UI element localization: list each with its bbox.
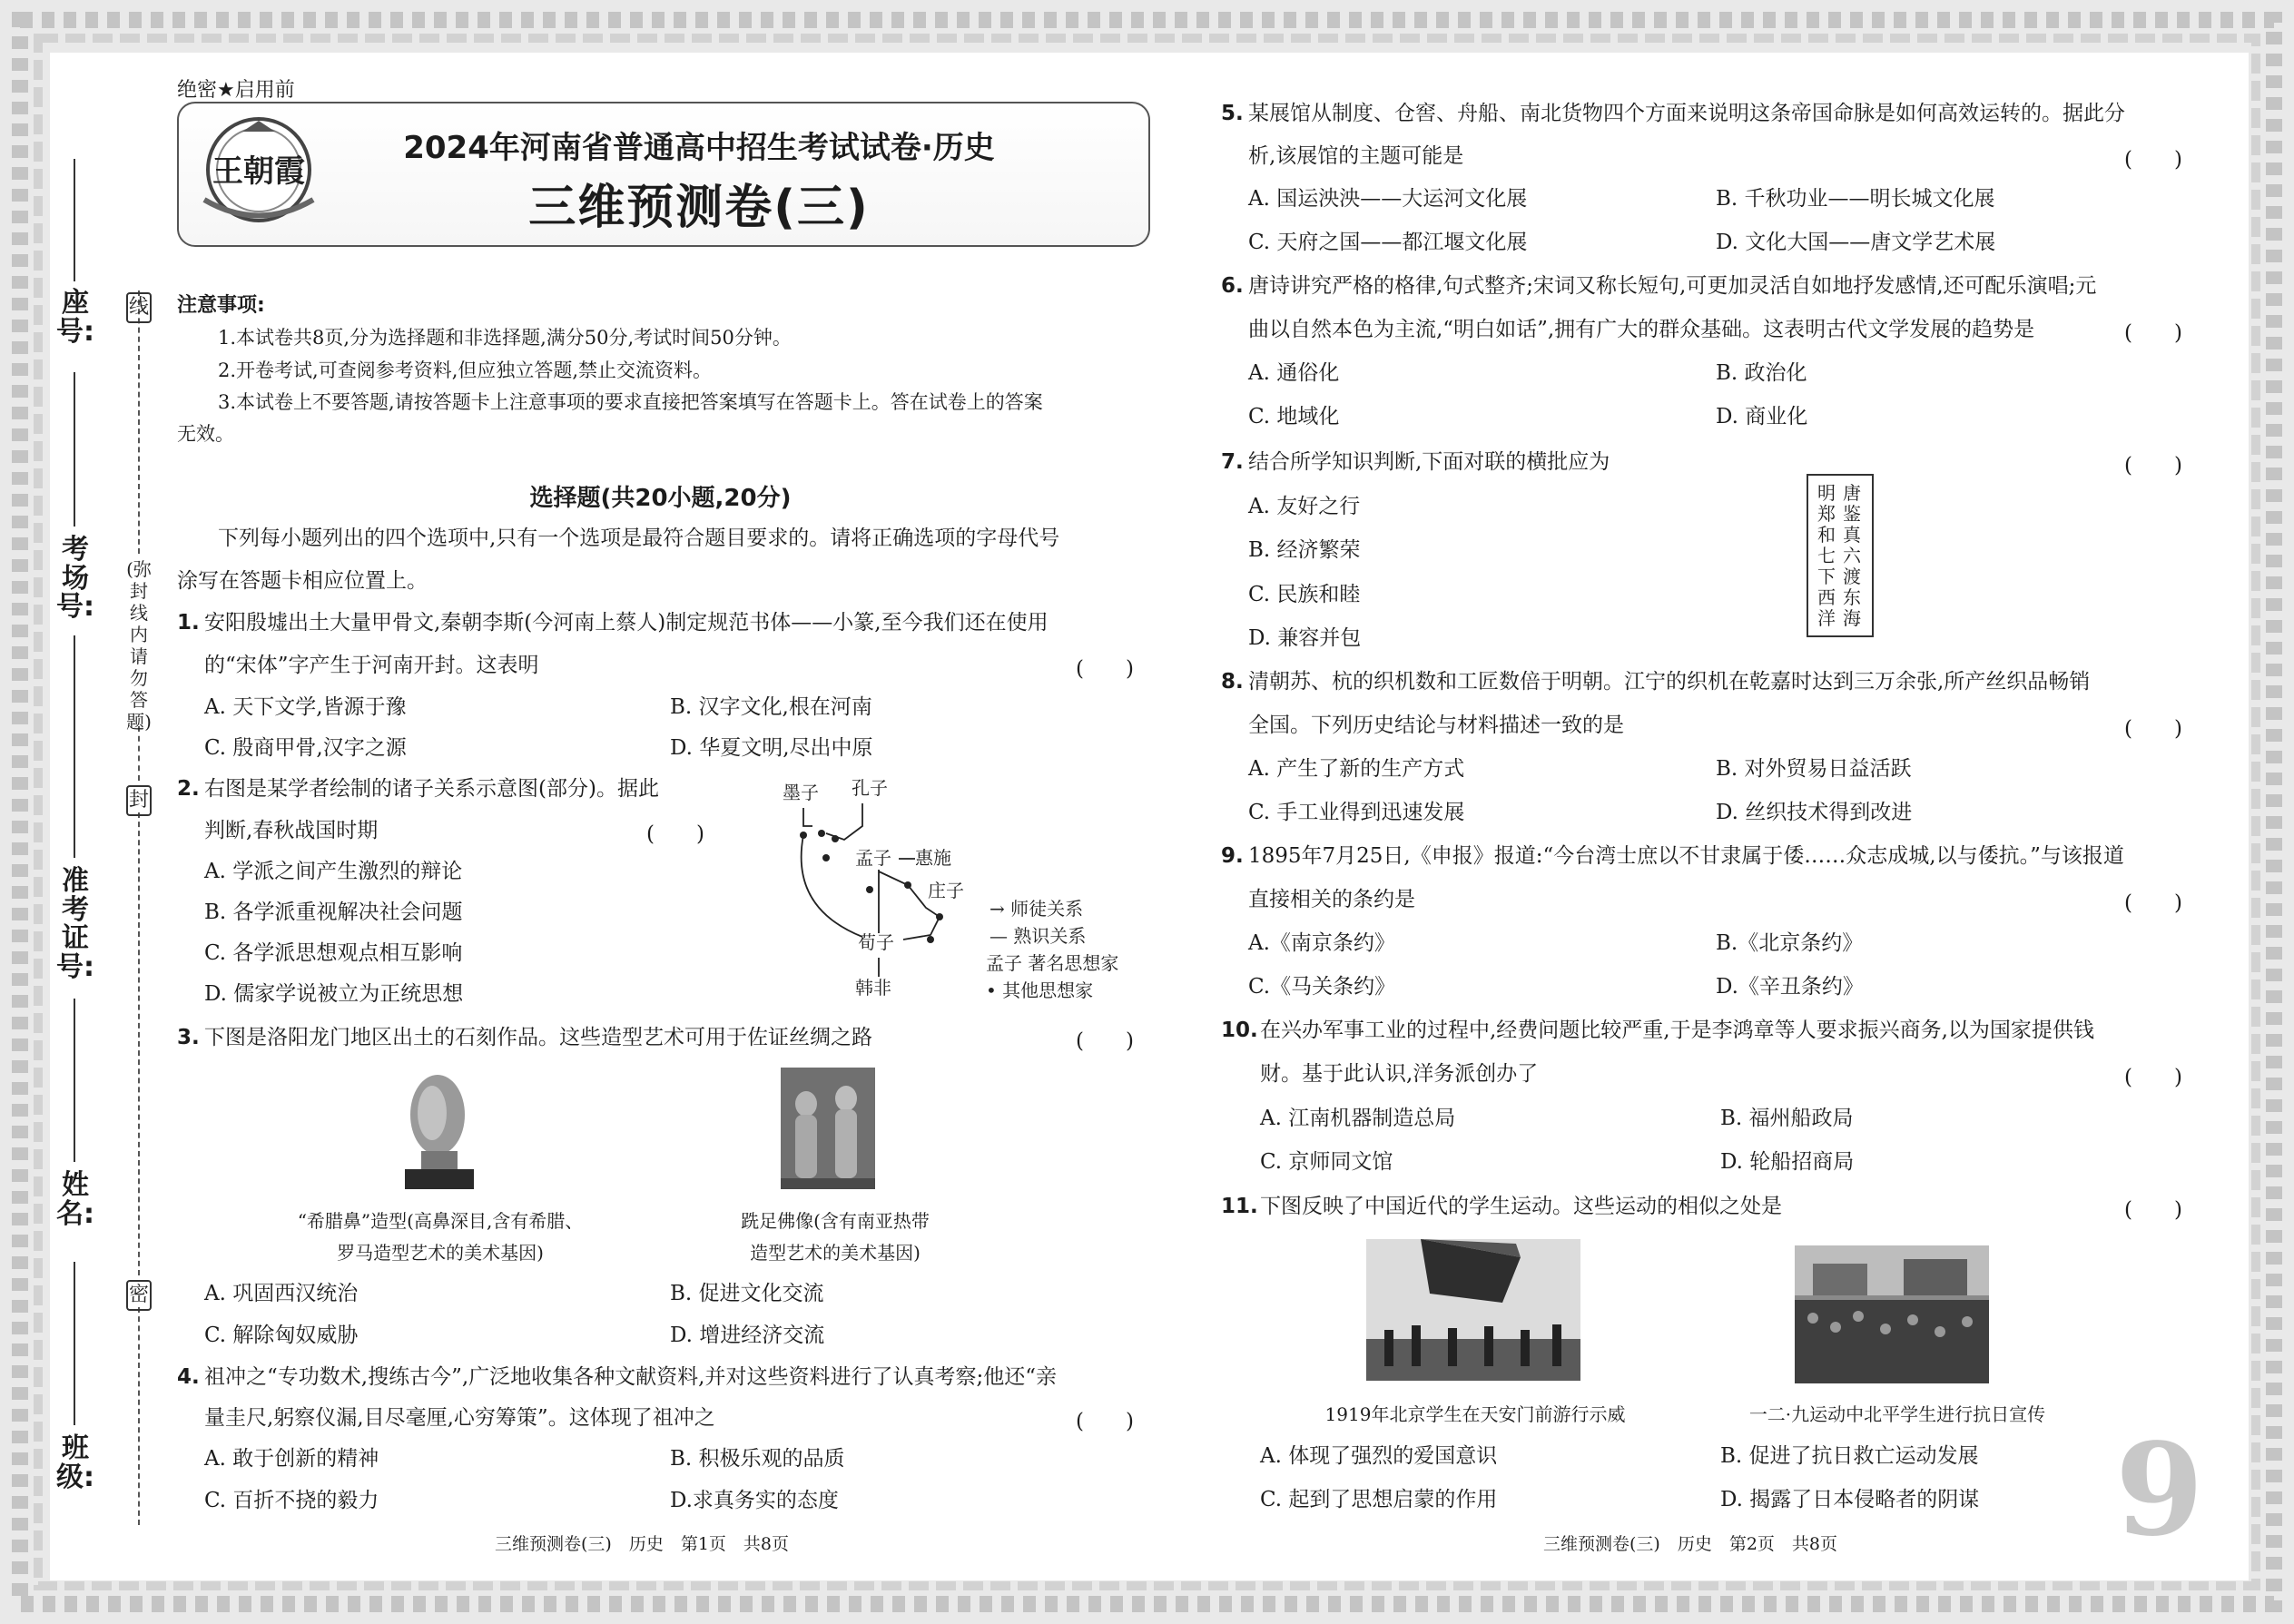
q1-option-c: C. 殷商甲骨,汉字之源	[204, 736, 407, 760]
q9-option-a: A.《南京条约》	[1248, 931, 1395, 955]
q11-option-a: A. 体现了强烈的爱国意识	[1260, 1444, 1498, 1468]
q11-caption-1: 1919年北京学生在天安门前游行示威	[1324, 1403, 1626, 1425]
q9-stem-1: 1895年7月25日,《申报》报道:“今台湾士庶以不甘隶属于倭……众志成城,以与倭抗。”与该报道	[1248, 844, 2124, 868]
q10-option-d: D. 轮船招商局	[1720, 1150, 1855, 1174]
q6-number: 6.	[1221, 274, 1244, 298]
seal-dash-1	[138, 290, 140, 554]
q9-stem-2: 直接相关的条约是	[1248, 888, 1415, 911]
q2-relation-diagram	[772, 772, 1153, 1008]
q6-answer-bracket: ( )	[2124, 321, 2182, 345]
q3-caption-1b: 罗马造型艺术的美术基因)	[337, 1242, 544, 1264]
notice-item-2: 2.开卷考试,可查阅参考资料,但应独立答题,禁止交流资料。	[218, 359, 713, 381]
diagram-xunzi: 荀子	[858, 931, 894, 953]
q9-number: 9.	[1221, 844, 1244, 868]
q8-option-c: C. 手工业得到迅速发展	[1248, 801, 1465, 824]
q8-option-d: D. 丝织技术得到改进	[1716, 801, 1913, 824]
q8-stem-1: 清朝苏、杭的织机数和工匠数倍于明朝。江宁的织机在乾嘉时达到三万余张,所产丝织品畅销	[1248, 670, 2091, 694]
name-line	[74, 999, 75, 1162]
barefoot-buddha-photo	[781, 1068, 875, 1189]
q3-caption-2a: 跣足佛像(含有南亚热带	[741, 1210, 930, 1232]
q3-number: 3.	[177, 1026, 200, 1049]
q9-answer-bracket: ( )	[2124, 891, 2182, 915]
q8-option-b: B. 对外贸易日益活跃	[1716, 757, 1912, 781]
q11-number: 11.	[1221, 1195, 1258, 1218]
q2-answer-bracket: ( )	[646, 822, 704, 846]
q9-option-c: C.《马关条约》	[1248, 975, 1396, 999]
q1-answer-bracket: ( )	[1076, 657, 1134, 681]
secret-label: 绝密★启用前	[177, 79, 295, 102]
q3-option-d: D. 增进经济交流	[670, 1324, 825, 1347]
q10-option-c: C. 京师同文馆	[1260, 1150, 1393, 1174]
q11-answer-bracket: ( )	[2124, 1198, 2182, 1222]
q10-stem-2: 财。基于此认识,洋务派创办了	[1260, 1062, 1539, 1086]
q1-stem-2: 的“宋体”字产生于河南开封。这表明	[204, 654, 539, 677]
section-instruction-2: 涂写在答题卡相应位置上。	[177, 569, 428, 593]
q4-option-d: D.求真务实的态度	[670, 1489, 839, 1512]
q11-option-c: C. 起到了思想启蒙的作用	[1260, 1488, 1498, 1511]
q11-stem: 下图反映了中国近代的学生运动。这些运动的相似之处是	[1260, 1195, 1782, 1218]
greek-nose-statue-photo	[399, 1068, 479, 1189]
q9-option-d: D.《辛丑条约》	[1716, 975, 1864, 999]
class-label: 班级:	[56, 1432, 94, 1493]
q3-caption-1a: “希腊鼻”造型(高鼻深目,含有希腊、	[297, 1210, 584, 1232]
footer-page-1: 三维预测卷(三) 历史 第1页 共8页	[495, 1534, 790, 1554]
q3-answer-bracket: ( )	[1076, 1029, 1134, 1053]
q10-number: 10.	[1221, 1019, 1258, 1042]
notice-title: 注意事项:	[177, 294, 265, 317]
q5-option-a: A. 国运泱泱——大运河文化展	[1248, 187, 1528, 211]
diagram-legend-4: • 其他思想家	[986, 979, 1094, 1001]
may-fourth-photo	[1366, 1239, 1580, 1381]
class-line	[74, 1262, 75, 1425]
q3-option-b: B. 促进文化交流	[670, 1282, 824, 1305]
q3-caption-2b: 造型艺术的美术基因)	[750, 1242, 921, 1264]
q3-stem: 下图是洛阳龙门地区出土的石刻作品。这些造型艺术可用于佐证丝绸之路	[204, 1026, 872, 1049]
diagram-mengzi: 孟子	[855, 847, 891, 869]
q2-option-d: D. 儒家学说被立为正统思想	[204, 982, 464, 1006]
q2-stem-2: 判断,春秋战国时期	[204, 819, 379, 842]
q7-number: 7.	[1221, 450, 1244, 474]
q6-option-c: C. 地域化	[1248, 405, 1340, 428]
diagram-hanfei: 韩非	[855, 977, 891, 999]
notice-item-1: 1.本试卷共8页,分为选择题和非选择题,满分50分,考试时间50分钟。	[218, 327, 792, 349]
q7-answer-bracket: ( )	[2124, 454, 2182, 477]
seal-dash-4	[138, 1307, 140, 1525]
exam-room-line	[74, 372, 75, 527]
q6-stem-2: 曲以自然本色为主流,“明白如话”,拥有广大的群众基础。这表明古代文学发展的趋势是	[1248, 318, 2035, 341]
q5-option-b: B. 千秋功业——明长城文化展	[1716, 187, 1995, 211]
diagram-legend-3: 孟子 著名思想家	[986, 952, 1119, 974]
december-ninth-photo	[1795, 1245, 1989, 1383]
section-title: 选择题(共20小题,20分)	[529, 485, 792, 512]
q4-number: 4.	[177, 1365, 200, 1389]
q7-option-d: D. 兼容并包	[1248, 626, 1362, 650]
seat-label: 座号:	[56, 287, 94, 348]
q2-number: 2.	[177, 777, 200, 801]
q7-option-b: B. 经济繁荣	[1248, 538, 1361, 562]
q4-option-b: B. 积极乐观的品质	[670, 1447, 845, 1471]
q4-stem-2: 量圭尺,躬察仪漏,目尽毫厘,心穷筹策”。这体现了祖冲之	[204, 1406, 715, 1430]
q7-option-c: C. 民族和睦	[1248, 583, 1361, 606]
section-instruction-1: 下列每小题列出的四个选项中,只有一个选项是最符合题目要求的。请将正确选项的字母代号	[218, 527, 1060, 550]
notice-item-3: 3.本试卷上不要答题,请按答题卡上注意事项的要求直接把答案填写在答题卡上。答在试卷上的答案	[218, 391, 1043, 413]
notice-item-3-end: 无效。	[177, 423, 234, 445]
q7-option-a: A. 友好之行	[1248, 495, 1361, 518]
diagram-zhuangzi: 庄子	[928, 880, 964, 901]
q5-stem-2: 析,该展馆的主题可能是	[1248, 144, 1464, 168]
q5-number: 5.	[1221, 102, 1244, 125]
q6-option-b: B. 政治化	[1716, 361, 1807, 385]
q4-option-a: A. 敢于创新的精神	[204, 1447, 379, 1471]
q2-option-c: C. 各学派思想观点相互影响	[204, 941, 463, 965]
diagram-huishi: 惠施	[915, 847, 951, 869]
seal-dash-3	[138, 812, 140, 1275]
seal-note: (弥封线内请勿答题)	[126, 558, 152, 733]
q2-option-a: A. 学派之间产生激烈的辩论	[204, 860, 463, 883]
couplet-box	[1807, 474, 1874, 637]
q8-number: 8.	[1221, 670, 1244, 694]
corner-number: 9	[2115, 1416, 2204, 1565]
q7-stem: 结合所学知识判断,下面对联的横批应为	[1248, 450, 1610, 474]
q1-number: 1.	[177, 611, 200, 635]
diagram-legend-2: — 熟识关系	[989, 925, 1087, 947]
publisher-logo	[186, 113, 331, 231]
couplet-left: 明郑和七下西洋	[1817, 482, 1836, 629]
q1-stem-1: 安阳殷墟出土大量甲骨文,秦朝李斯(今河南上蔡人)制定规范书体——小篆,至今我们还在使用	[204, 611, 1049, 635]
q3-option-a: A. 巩固西汉统治	[204, 1282, 359, 1305]
diagram-legend-1: → 师徒关系	[989, 898, 1084, 920]
q10-stem-1: 在兴办军事工业的过程中,经费问题比较严重,于是李鸿章等人要求振兴商务,以为国家提供钱	[1260, 1019, 2094, 1042]
q1-option-b: B. 汉字文化,根在河南	[670, 695, 872, 719]
admission-label: 准考证号:	[56, 865, 94, 983]
q11-option-d: D. 揭露了日本侵略者的阴谋	[1720, 1488, 1980, 1511]
q6-option-a: A. 通俗化	[1248, 361, 1340, 385]
q9-option-b: B.《北京条约》	[1716, 931, 1864, 955]
q11-option-b: B. 促进了抗日救亡运动发展	[1720, 1444, 1979, 1468]
q1-option-a: A. 天下文学,皆源于豫	[204, 695, 407, 719]
q3-option-c: C. 解除匈奴威胁	[204, 1324, 359, 1347]
q8-answer-bracket: ( )	[2124, 717, 2182, 741]
q8-stem-2: 全国。下列历史结论与材料描述一致的是	[1248, 714, 1624, 737]
q2-option-b: B. 各学派重视解决社会问题	[204, 901, 463, 924]
q10-option-b: B. 福州船政局	[1720, 1107, 1854, 1130]
diagram-mozi: 墨子	[783, 782, 819, 803]
q5-answer-bracket: ( )	[2124, 148, 2182, 172]
name-label: 姓名:	[56, 1169, 94, 1230]
seal-dash-2	[138, 726, 140, 781]
seal-feng-glyph: 封	[125, 785, 153, 816]
q6-option-d: D. 商业化	[1716, 405, 1808, 428]
q5-option-d: D. 文化大国——唐文学艺术展	[1716, 231, 1996, 254]
q5-option-c: C. 天府之国——都江堰文化展	[1248, 231, 1528, 254]
q10-option-a: A. 江南机器制造总局	[1260, 1107, 1456, 1130]
q4-option-c: C. 百折不挠的毅力	[204, 1489, 379, 1512]
q8-option-a: A. 产生了新的生产方式	[1248, 757, 1465, 781]
logo-text: 王朝霞	[212, 153, 305, 190]
q1-option-d: D. 华夏文明,尽出中原	[670, 736, 873, 760]
q4-stem-1: 祖冲之“专功数术,搜练古今”,广泛地收集各种文献资料,并对这些资料进行了认真考察;他还“亲	[204, 1365, 1057, 1389]
seal-mi-glyph: 密	[125, 1280, 153, 1311]
q4-answer-bracket: ( )	[1076, 1410, 1134, 1433]
seat-line	[74, 159, 75, 281]
couplet-right: 唐鉴真六渡东海	[1843, 482, 1861, 629]
admission-line	[74, 635, 75, 858]
seal-line-glyph: 线	[125, 292, 153, 323]
q10-answer-bracket: ( )	[2124, 1066, 2182, 1089]
footer-page-2: 三维预测卷(三) 历史 第2页 共8页	[1543, 1534, 1838, 1554]
diagram-kongzi: 孔子	[852, 777, 888, 799]
q6-stem-1: 唐诗讲究严格的格律,句式整齐;宋词又称长短句,可更加灵活自如地抒发感情,还可配乐演唱;元	[1248, 274, 2097, 298]
exam-title: 2024年河南省普通高中招生考试试卷·历史	[403, 130, 995, 166]
exam-room-label: 考场号:	[56, 534, 94, 623]
exam-subtitle: 三维预测卷(三)	[528, 181, 870, 235]
q2-stem-1: 右图是某学者绘制的诸子关系示意图(部分)。据此	[204, 777, 659, 801]
q11-caption-2: 一二·九运动中北平学生进行抗日宣传	[1748, 1403, 2046, 1425]
q5-stem-1: 某展馆从制度、仓窖、舟船、南北货物四个方面来说明这条帝国命脉是如何高效运转的。据此分	[1248, 102, 2125, 125]
